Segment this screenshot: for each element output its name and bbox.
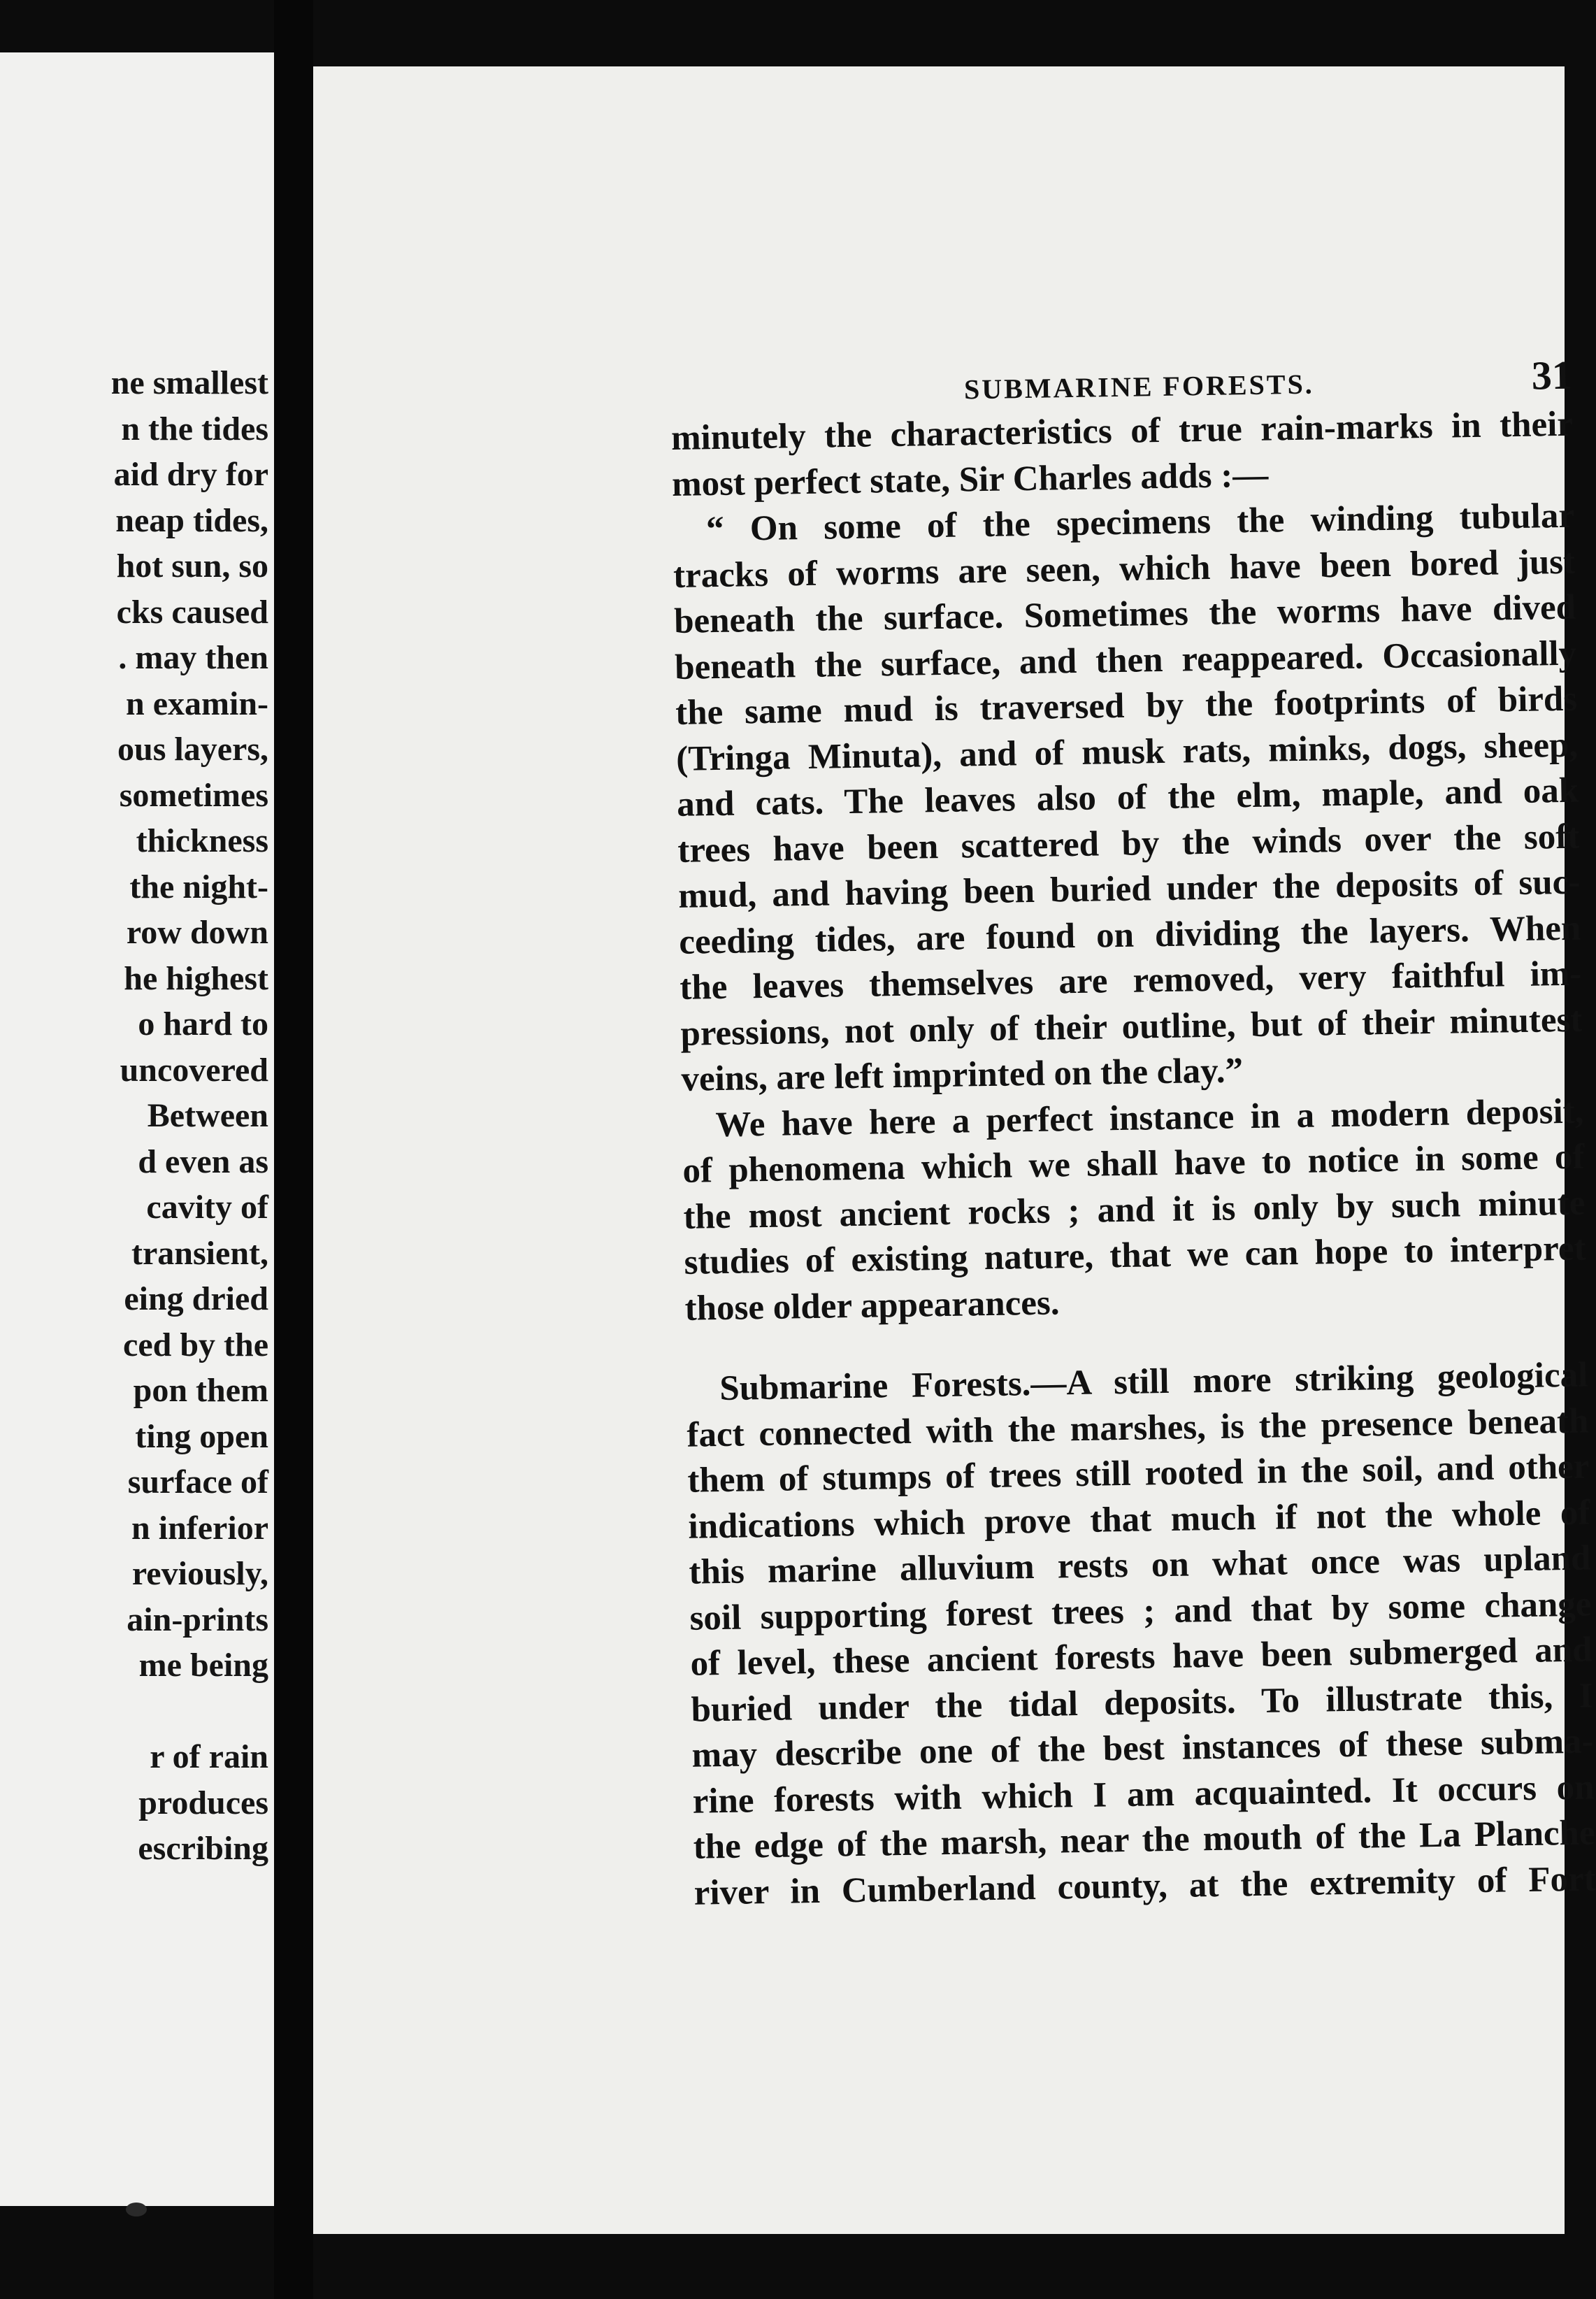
text-line: ceeding tides, are found on dividing the layers. When xyxy=(678,908,1581,962)
paragraph-continuation xyxy=(671,402,1574,508)
left-text-line: ne smallest xyxy=(110,364,268,401)
left-text-line: me being xyxy=(138,1647,268,1684)
left-text-line: n inferior xyxy=(131,1509,268,1547)
left-text-line: transient, xyxy=(131,1234,268,1272)
left-text-line: eing dried xyxy=(124,1280,268,1317)
left-text-line: uncovered xyxy=(120,1051,268,1089)
left-text-line: n the tides xyxy=(121,410,268,447)
left-text-line: ous layers, xyxy=(117,731,268,768)
left-text-line: ting open xyxy=(135,1417,268,1455)
text-line: We have here a perfect instance in a modern deposit, xyxy=(715,1091,1584,1145)
text-line: mud, and having been buried under the deposits of suc- xyxy=(677,862,1581,916)
text-line: rine forests with which I am acquainted. It occurs on xyxy=(692,1767,1595,1821)
left-text-line: surface of xyxy=(127,1463,268,1501)
left-text-line: ced by the xyxy=(123,1326,268,1363)
text-line: of phenomena which we shall have to notice in some of xyxy=(682,1137,1585,1191)
left-text-line: he highest xyxy=(124,959,268,997)
text-line: (Tringa Minuta), and of musk rats, minks, dogs, sheep, xyxy=(675,725,1579,779)
text-line: beneath the surface. Sometimes the worms have dived xyxy=(673,587,1576,641)
left-text-line: d even as xyxy=(138,1143,268,1180)
left-page xyxy=(0,52,274,2206)
left-text-line: escribing xyxy=(138,1830,268,1867)
text-line: veins, are left imprinted on the clay.” xyxy=(681,1051,1244,1099)
text-line: minutely the characteristics of true rain-marks in their xyxy=(670,404,1574,458)
left-text-line: produces xyxy=(138,1784,268,1821)
text-line: may describe one of the best instances of these subma- xyxy=(691,1721,1594,1775)
text-line: trees have been scattered by the winds over the soft xyxy=(677,817,1580,871)
text-line: tracks of worms are seen, which have been bored just xyxy=(673,542,1576,596)
left-text-line: . may then xyxy=(118,639,268,676)
text-line: those older appearances. xyxy=(684,1282,1060,1328)
left-text-line: o hard to xyxy=(138,1005,268,1043)
left-page-text xyxy=(0,360,274,1872)
book-gutter xyxy=(274,0,313,2299)
left-text-line: n examin- xyxy=(126,685,268,722)
section-submarine-forests xyxy=(686,1353,1596,1917)
left-text-line: r of rain xyxy=(150,1738,268,1775)
text-line: most perfect state, Sir Charles adds :— xyxy=(671,455,1269,504)
text-line: and cats. The leaves also of the elm, maple, and oak xyxy=(676,771,1579,824)
left-text-line: aid dry for xyxy=(113,456,268,493)
left-text-line: ain-prints xyxy=(127,1600,268,1638)
text-line: Submarine Forests.—A still more striking geological xyxy=(719,1355,1588,1409)
page-text-block xyxy=(670,332,1596,1917)
left-text-line xyxy=(0,1689,274,1735)
text-line: buried under the tidal deposits. To illustrate this, I xyxy=(691,1676,1593,1730)
quotation-paragraph xyxy=(673,494,1583,1103)
left-text-line: sometimes xyxy=(119,776,268,814)
text-line: fact connected with the marshes, is the presence beneath xyxy=(686,1401,1589,1455)
running-header xyxy=(670,332,1572,416)
text-line: soil supporting forest trees ; and that by some change xyxy=(689,1584,1592,1638)
right-page xyxy=(313,66,1596,2234)
left-text-line: thickness xyxy=(136,822,268,859)
text-line: indications which prove that much if not the whole of xyxy=(688,1493,1590,1547)
left-text-line: Between xyxy=(147,1097,268,1134)
text-line: them of stumps of trees still rooted in the soil, and other xyxy=(687,1447,1590,1501)
text-line: the same mud is traversed by the footprints of birds xyxy=(675,679,1578,733)
text-line: the edge of the marsh, near the mouth of the La Planche xyxy=(693,1813,1596,1867)
text-line: river in Cumberland county, at the extremity of Fort xyxy=(693,1858,1596,1913)
scan-smudge xyxy=(126,2203,147,2216)
left-text-line: the night- xyxy=(129,868,268,905)
text-line: this marine alluvium rests on what once was upland xyxy=(689,1538,1591,1592)
text-line: the leaves themselves are removed, very faithful im- xyxy=(679,954,1582,1008)
page-number: 31 xyxy=(1531,352,1573,399)
left-text-line: cks caused xyxy=(116,593,268,631)
text-line: of level, these ancient forests have been submerged and xyxy=(690,1630,1593,1684)
text-line: the most ancient rocks ; and it is only by such minute xyxy=(683,1183,1586,1237)
paragraph xyxy=(682,1089,1587,1332)
left-text-line: neap tides, xyxy=(115,501,268,539)
text-line: pressions, not only of their outline, but of their minutest xyxy=(680,1000,1583,1054)
text-line: studies of existing nature, that we can hope to interpret xyxy=(684,1229,1586,1282)
left-text-line: pon them xyxy=(133,1372,268,1409)
left-text-line: hot sun, so xyxy=(116,547,268,585)
left-text-line: reviously, xyxy=(131,1555,268,1592)
text-line: “ On some of the specimens the winding tubular xyxy=(705,496,1575,550)
left-text-line: row down xyxy=(126,914,268,951)
left-text-line: cavity of xyxy=(146,1189,268,1226)
text-line: beneath the surface, and then reappeared. Occasionally xyxy=(674,633,1577,687)
header-title: SUBMARINE FORESTS. xyxy=(963,368,1315,406)
